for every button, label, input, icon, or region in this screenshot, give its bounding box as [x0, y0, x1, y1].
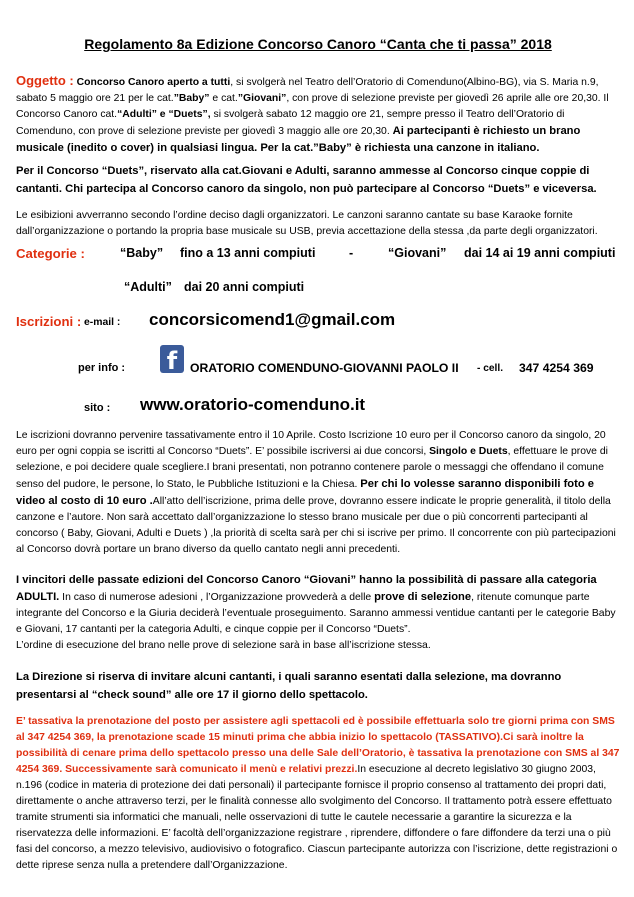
category-baby: “Baby”: [120, 246, 164, 260]
oggetto-paragraph: [16, 73, 620, 157]
categorie-label: Categorie :: [16, 246, 85, 261]
facebook-icon[interactable]: f: [160, 345, 184, 373]
vincitori-t5: L’ordine di esecuzione del brano nelle prove di selezione sarà in base all’iscrizione stessa.: [16, 640, 431, 651]
oggetto-t1: Concorso Canoro aperto a tutti: [73, 77, 231, 88]
oggetto-label: Oggetto :: [16, 73, 74, 88]
website-link[interactable]: www.oratorio-comenduno.it: [140, 395, 366, 414]
prenotazione-paragraph: [16, 714, 620, 874]
oggetto-t6: , con prove di selezione previste per giovedì 26 aprile alle ore 20,30. Il Concorso Canoro cat.: [16, 93, 609, 120]
iscr-t1: Le iscrizioni dovranno pervenire tassativamente entro il 10 Aprile. Costo Iscrizione 10 euro per il Concorso canoro da singolo, 20 euro per ogni coppia se iscritti al Concorso “Duets”. E’ possibile iscriversi ai due concorsi,: [16, 430, 606, 457]
privacy-text: In esecuzione al decreto legislativo 30 giugno 2003, n.196 (codice in materia di protezione dei dati personali) il partecipante fornisce il proprio consenso al trattamento dei propri dati, direttamente o anche attraverso terzi, per le finalità connesse allo svolgimento del Concorso. Il trattamento potrà essere effettuato tramite strumenti sia informatici che manuali, nelle osservazioni di tutte le cautele necessarie a garantire la sicurezza e la riservatezza delle informazioni. E’ facoltà dell’organizzazione registrare , riprendere, diffondere o fare diffondere da terzi una o più fasi del concorso, a mezzo televisivo, audiovisivo o fotografico. Ciascun partecipante autorizza con l’iscrizione, dette registrazioni o dette riprese senza nulla a pretendere dall’Organizzazione.: [16, 764, 618, 871]
oggetto-t3: ”Baby”: [173, 93, 210, 104]
category-baby-age: fino a 13 anni compiuti: [180, 246, 316, 260]
iscr-t3: , effettuare le prove di selezione, e poi decidere quale scegliere.I brani presentati, non potranno contenere parole o messaggi che offendano il comune senso del pudore, le persone, lo Stato, le Pubbliche Istituzioni e la Chiesa.: [16, 446, 608, 490]
email-link[interactable]: concorsicomend1@gmail.com: [149, 310, 396, 329]
prenotazione-red: E’ tassativa la prenotazione del posto per assistere agli spettacoli ed è possibile effettuarla solo tre giorni prima con SMS al 347 4254 369, la prenotazione scade 15 minuti prima che abbia inizio lo spettacolo (TASSATIVO).Ci sarà inoltre la possibilità di cenare prima dello spettacolo presso una delle Sale dell’Oratorio, è tassativa la prenotazione con SMS al 347 4254 369. Successivamente sarà comunicato il menù e relativi prezzi.: [16, 716, 620, 775]
vincitori-t4: , ritenute comunque parte integrante del Concorso e la Giuria deciderà l’eventuale proseguimento. Saranno ammessi ventidue cantanti per le categorie Baby e Giovani, 17 cantanti per la categoria Adulti, e cinque coppie per il Concorso “Duets”.: [16, 592, 616, 635]
phone-number: 347 4254 369: [519, 361, 594, 375]
iscr-t4: Per chi lo volesse saranno disponibili foto e video al costo di 10 euro .: [16, 478, 595, 507]
oggetto-t9: Ai partecipanti è richiesto un brano musicale (inedito o cover) in qualsiasi lingua. Per la cat.”Baby” è richiesta una canzone in italiano.: [16, 125, 581, 154]
vincitori-t3: prove di selezione: [374, 591, 472, 603]
vincitori-t2: In caso di numerose adesioni , l’Organizzazione provvederà a delle: [59, 592, 375, 603]
oggetto-t2: , si svolgerà nel Teatro dell’Oratorio di Comenduno(Albino-BG), via S. Maria n.9, sabato 5 maggio ore 21 per le cat.: [16, 77, 599, 104]
category-giovani: “Giovani”: [388, 246, 447, 260]
category-dash: -: [349, 246, 354, 260]
oggetto-t7: “Adulti” e “Duets”,: [117, 109, 211, 120]
vincitori-t1: I vincitori delle passate edizioni del Concorso Canoro “Giovani” hanno la possibilità di passare alla categoria ADULTI.: [16, 574, 597, 603]
iscrizioni-label: Iscrizioni :: [16, 314, 82, 329]
direzione-paragraph: La Direzione si riserva di invitare alcuni cantanti, i quali saranno esentati dalla selezione, ma dovranno presentarsi al “check sound” alle ore 17 il giorno dello spettacolo.: [16, 671, 562, 701]
duets-paragraph: Per il Concorso “Duets”, riservato alla cat.Giovani e Adulti, saranno ammesse al Concorso cinque coppie di cantanti. Chi partecipa al Concorso canoro da singolo, non può partecipare al Concorso “Duets” e viceversa.: [16, 165, 597, 195]
oggetto-t4: e cat.: [209, 93, 238, 104]
esibizioni-paragraph: Le esibizioni avverranno secondo l’ordine deciso dagli organizzatori. Le canzoni saranno cantate su base Karaoke fornite dall’organizzazione o portando la propria base musicale su USB, previa accettazione della stessa ,da parte degli organizzatori.: [16, 210, 598, 237]
category-adulti: “Adulti”: [124, 280, 172, 294]
info-name: ORATORIO COMENDUNO-GIOVANNI PAOLO II: [190, 361, 459, 375]
cell-label: - cell.: [477, 363, 504, 374]
iscr-t2: Singolo e Duets: [429, 446, 508, 457]
info-label: per info :: [78, 362, 126, 374]
vincitori-paragraph: [16, 572, 620, 654]
iscrizioni-paragraph: [16, 428, 620, 558]
sito-label: sito :: [84, 402, 111, 414]
email-label: e-mail :: [84, 317, 121, 328]
category-adulti-age: dai 20 anni compiuti: [184, 280, 305, 294]
category-giovani-age: dai 14 ai 19 anni compiuti: [464, 246, 616, 260]
oggetto-t8: si svolgerà sabato 12 maggio ore 21, sempre presso il Teatro dell’Oratorio di Comenduno, con prove di selezione previste per giovedì 3 maggio alle ore 20,30.: [16, 109, 565, 137]
iscr-t5: All’atto dell’iscrizione, prima delle prove, dovranno essere indicate le proprie generalità, il titolo della canzone e l’autore. Non sarà accettato dall’organizzazione lo stesso brano musicale per due o più concorrenti partecipanti al concorso ( Baby, Giovani, Adulti e Duets ) ,la priorità di scelta sarà per chi si iscrive per primo. Il concorrente con più partecipazioni al Concorso dovrà portare un brano diverso da quello cantato negli anni precedenti.: [16, 496, 616, 555]
oggetto-t5: ”Giovani”: [237, 93, 287, 104]
page-title: Regolamento 8a Edizione Concorso Canoro “Canta che ti passa” 2018: [84, 36, 552, 52]
